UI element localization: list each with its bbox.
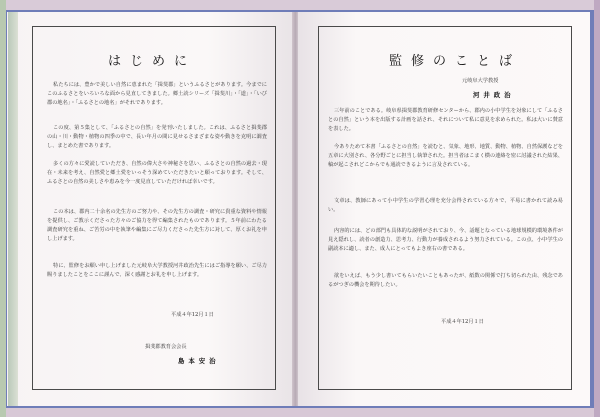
scan-edge-bottom xyxy=(0,408,600,417)
page-edge-tint xyxy=(8,12,18,406)
left-paragraph-1: 私たちには、豊かで美しい自然に恵まれた「揖斐郡」というふるさとがあります。今までにこのふるさとをいろいろな面から見直してきました。郷土読シリーズ「揖斐川」・「道」・「いび郡の地名」・「ふるさとの地名」がそれであります。 xyxy=(47,82,267,107)
right-paragraph-4: 内容的には、どの部門も具体的な説明がされており、今、話題となっている地球規模的環境条件が見え隠れし、読者の創造力、思考力、行動力が養成されるよう努力されている。この点、小中学生の副読本に適し、また、成人にとってもよき座右の書である。 xyxy=(328,228,563,253)
author-title: 揖斐郡教育会会長 xyxy=(145,344,187,350)
right-page-title: 監修のことば xyxy=(389,54,522,69)
scan-edge-right xyxy=(594,0,600,417)
right-paragraph-5: 欲をいえば、もう少し書いてもらいたいこともあったが、紙数の関係で打ち切られた由、残念であるがつぎの機会を期待したい。 xyxy=(328,273,563,289)
right-page-date: 平成４年12月１日 xyxy=(441,319,484,325)
supervisor-affiliation: 元岐阜大学教授 xyxy=(462,78,499,84)
left-paragraph-4: この本は、郡内二十余名の先生方のご努力や、その先生方の調査・研究に貴重な資料や情報を提供し、ご教示くださった方々のご協力を得て編集されたものであります。５年前にわたる調査研究を重ね、ご苦労の中を執筆や編集にご尽力くださった先生方に対して、厚くお礼を申し上げます。 xyxy=(47,209,267,243)
left-paragraph-5: 特に、監修をお願い申し上げました元岐阜大学教授河井政治先生にはご指導を願い、ご尽力賜りましたことをここに謹んで、深く感謝とお礼を申し上げます。 xyxy=(47,263,267,279)
supervisor-name: 河井政治 xyxy=(473,91,515,99)
right-paragraph-3: 文章は、教師にあって小中学生の学習心理を充分会得されている方々で、平易に書かれて読み易い。 xyxy=(328,198,563,214)
scan-edge-top xyxy=(0,0,600,10)
right-paragraph-2: 今ありためて本書「ふるさとの自然」を読むと、気象、地形、地質、動物、植物、自然保護などを五章に大別され、各分野ごとに担当し執筆された。担当者はこまく横の連絡を密に討議された結果、稿が起こされどこからでも通読できるように言及されている。 xyxy=(328,144,563,169)
scan-edge-left xyxy=(0,0,6,417)
right-paragraph-1: 三年前のことである。岐阜県揖斐郡教育研修センターから、郡内の小中学生を対象にして「ふるさとの自然」という本を出版する計画を話され、それについて私に意見を求められた。私は大いに賛意を表した。 xyxy=(328,108,563,133)
left-paragraph-3: 多くの方々に愛読していただき、自然の偉大さや神秘さを思い、ふるさとの自然の過去・現在・未来を考え、自然愛と郷土愛をいっそう深めていただきたいと願っております。そして、ふるさとの自然の美しさや恵みを今一度見直していただければ幸いです。 xyxy=(47,161,267,186)
left-page-date: 平成４年12月１日 xyxy=(171,312,214,318)
left-paragraph-2: この度、第５集として、「ふるさとの自然」を発刊いたしました。これは、ふるさと揖斐郡の山・川・動物・植物の四季の中で、長い年月の間に見せるさまざまな姿や動きを克明に調査し、まとめた書であります。 xyxy=(47,125,267,150)
left-page xyxy=(7,12,293,406)
right-page xyxy=(298,12,590,406)
left-page-title: はじめに xyxy=(108,54,197,69)
author-name: 島本安治 xyxy=(178,357,220,365)
